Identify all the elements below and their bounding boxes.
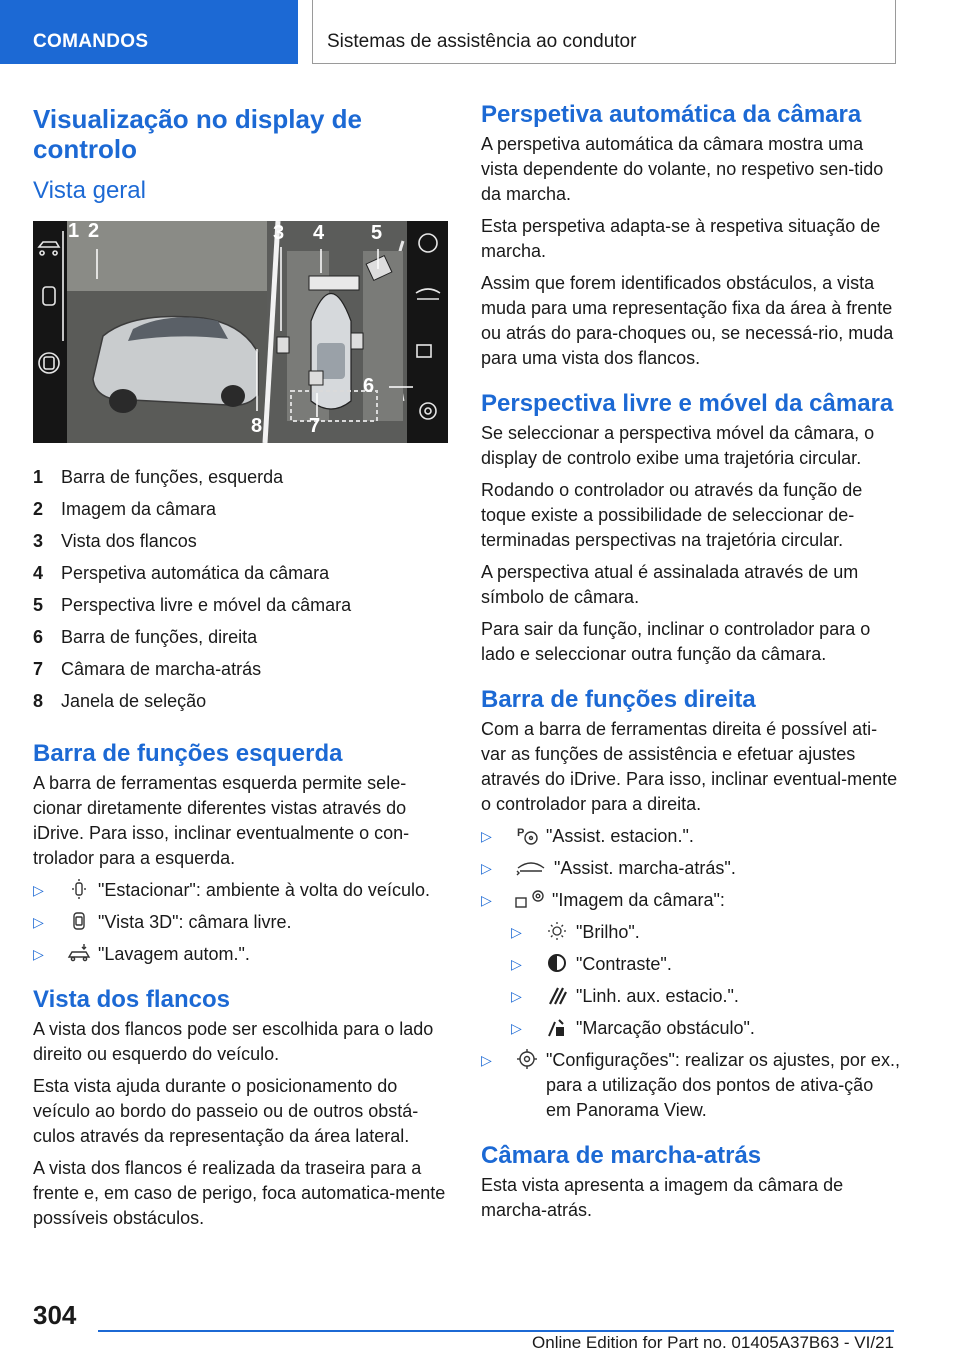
figure-label-1: 1 [68, 221, 80, 242]
list-item: ▷ "Assist. marcha-atrás". [481, 858, 736, 878]
page-title: Visualização no display de controlo [33, 104, 362, 164]
flanks-text-2: Esta vista ajuda durante o posicionamento do veículo ao bordo do passeio ou de outros obstá‐culos através da representação da área lateral. [33, 1076, 419, 1146]
list-item: ▷ "Linh. aux. estacio.". [511, 986, 739, 1006]
obstacle-marker-icon [544, 1016, 570, 1038]
legend-item: 5 Perspectiva livre e móvel da câmara [33, 595, 352, 615]
legend-item: 7 Câmara de marcha-atrás [33, 659, 262, 679]
figure-label-5: 5 [371, 222, 383, 244]
camera-settings-icon [514, 888, 546, 910]
list-item: ▷ "Estacionar": ambiente à volta do veículo. [33, 880, 430, 900]
free-text-4: Para sair da função, inclinar o controlador para o lado e seleccionar outra função da câmara. [481, 619, 871, 664]
footer-divider [98, 1330, 894, 1332]
auto-text-1: A perspetiva automática da câmara mostra uma vista dependente do volante, no respetivo sen‐tido da marcha. [481, 134, 884, 204]
figure-legend [33, 461, 448, 717]
camera-display-figure [33, 221, 448, 443]
legend-item: 1 Barra de funções, esquerda [33, 467, 284, 487]
list-item: ▷ "Configurações": realizar os ajustes, por ex., para a utilização dos pontos de ativa‐ção em Panorama View. [481, 1050, 900, 1120]
left-bar-heading: Barra de funções esquerda [33, 740, 343, 767]
right-bar-heading: Barra de funções direita [481, 686, 756, 713]
display-illustration [33, 221, 448, 443]
brightness-icon [544, 920, 570, 942]
camera-image-sublist [481, 920, 901, 1041]
page-number: 304 [33, 1300, 77, 1330]
legend-item: 3 Vista dos flancos [33, 531, 197, 551]
svg-text:P: P [517, 827, 525, 839]
figure-label-2: 2 [88, 221, 100, 242]
3d-view-icon [66, 910, 92, 932]
free-perspective-heading: Perspectiva livre e móvel da câmara [481, 390, 894, 417]
figure-label-7: 7 [309, 415, 321, 437]
legend-item: 8 Janela de seleção [33, 691, 207, 711]
list-item: ▷ "Marcação obstáculo". [511, 1018, 755, 1038]
auto-text-3: Assim que forem identificados obstáculos, a vista muda para uma representação fixa da área à frente ou atrás do para-choques ou, se necessá‐rio, muda para uma vista dos flancos. [481, 273, 894, 368]
contrast-icon [544, 952, 570, 974]
left-column [33, 100, 448, 1238]
right-bar-text: Com a barra de ferramentas direita é possível ati‐var as funções de assistência e efetuar ajustes através do iDrive. Para isso, inclinar eventual‐mente o controlador para a direita. [481, 719, 898, 814]
figure-label-4: 4 [313, 222, 325, 244]
rear-camera-text: Esta vista apresenta a imagem da câmara de marcha-atrás. [481, 1175, 844, 1220]
right-bar-list [481, 824, 901, 913]
section-tab: COMANDOS [0, 0, 298, 64]
list-item: ▷ "Imagem da câmara": [481, 890, 725, 910]
auto-text-2: Esta perspetiva adapta-se à respetiva situação de marcha. [481, 216, 881, 261]
list-item: ▷ "Vista 3D": câmara livre. [33, 912, 292, 932]
figure-label-6: 6 [363, 375, 375, 397]
list-item: ▷ "Brilho". [511, 922, 640, 942]
edition-info: Online Edition for Part no. 01405A37B63 - VI/21 [532, 1333, 894, 1352]
legend-item: 2 Imagem da câmara [33, 499, 217, 519]
left-bar-text: A barra de ferramentas esquerda permite sele‐cionar diretamente diferentes vistas através do iDrive. Para isso, inclinar eventualmente o con‐trolador para a esquerda. [33, 773, 410, 868]
settings-list [481, 1048, 901, 1123]
reverse-assist-icon [514, 856, 548, 878]
flanks-text-1: A vista dos flancos pode ser escolhida para o lado direito ou esquerdo do veículo. [33, 1019, 434, 1064]
parking-assist-icon [514, 824, 540, 846]
right-column [481, 100, 901, 1230]
car-wash-icon [66, 942, 92, 964]
rear-camera-heading: Câmara de marcha-atrás [481, 1142, 762, 1169]
flanks-heading: Vista dos flancos [33, 986, 230, 1013]
legend-item: 4 Perspetiva automática da câmara [33, 563, 330, 583]
figure-label-8: 8 [251, 415, 263, 437]
parking-icon [66, 878, 92, 900]
auto-perspective-heading: Perspetiva automática da câmara [481, 101, 862, 128]
chapter-title: Sistemas de assistência ao condutor [312, 0, 896, 64]
flanks-text-3: A vista dos flancos é realizada da traseira para a frente e, em caso de perigo, foca automatica‐mente possíveis obstáculos. [33, 1158, 446, 1228]
left-bar-list [33, 878, 448, 967]
list-item: ▷ "Lavagem autom.". [33, 944, 250, 964]
figure-label-3: 3 [273, 222, 285, 244]
free-text-2: Rodando o controlador ou através da função de toque existe a possibilidade de seleccionar de‐terminadas perspectivas na trajetória circular. [481, 480, 863, 550]
free-text-1: Se seleccionar a perspectiva móvel da câmara, o display de controlo exibe uma trajetória circular. [481, 423, 875, 468]
list-item: ▷ "Contraste". [511, 954, 672, 974]
list-item: ▷ P "Assist. estacion.". [481, 826, 694, 846]
overview-heading: Vista geral [33, 177, 146, 204]
legend-item: 6 Barra de funções, direita [33, 627, 258, 647]
free-text-3: A perspectiva atual é assinalada através de um símbolo de câmara. [481, 562, 859, 607]
parking-lines-icon [544, 984, 570, 1006]
gear-icon [514, 1048, 540, 1070]
